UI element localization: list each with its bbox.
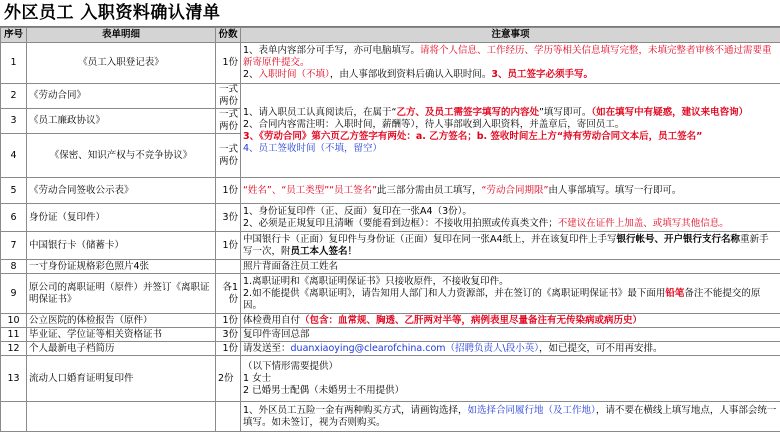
- row-number: 7: [1, 232, 27, 260]
- note-line: [243, 234, 778, 258]
- note-line: [243, 361, 778, 373]
- note-segment: 3、《劳动合同》第六页乙方签字有两处：a. 乙方签名；b. 签收时间左上方“持有劳动合同文本后，员工签名”: [243, 130, 703, 142]
- row-copies: [216, 402, 241, 432]
- row-number: [1, 402, 27, 432]
- row-copies: 1份: [216, 314, 241, 328]
- table-header-row: [1, 28, 780, 43]
- note-segment: 1、请入职员工认真阅读后，在属于“: [243, 106, 397, 118]
- row-number: 6: [1, 204, 27, 232]
- note-segment: 2 已婚男士配偶（未婚男士不用提供）: [243, 384, 405, 396]
- header-copies: 份数: [216, 28, 241, 43]
- table-row: [1, 356, 780, 402]
- note-segment: 1、表单内容部分可手写，亦可电脑填写。: [243, 45, 421, 56]
- note-line: [243, 185, 778, 197]
- row-item: 《劳动合同》: [27, 84, 216, 109]
- note-segment[interactable]: duanxiaoying@clearofchina.com（招聘负责人\段小英）: [290, 342, 539, 354]
- row-item: 《保密、知识产权与不竞争协议》: [27, 134, 216, 178]
- row-copies: 1份: [216, 178, 241, 204]
- row-item: 《员工廉政协议》: [27, 109, 216, 134]
- row-notes: [241, 204, 780, 232]
- note-segment: ，由人事部收到资料后确认入职时间。: [329, 69, 492, 80]
- row-item: 流动人口婚育证明复印件: [27, 356, 216, 402]
- note-line: [243, 218, 778, 230]
- row-item: 毕业证、学位证等相关资格证书: [27, 328, 216, 342]
- note-line: [243, 131, 778, 143]
- note-segment: 此三部分需由员工填写，: [377, 184, 482, 196]
- table-row: [1, 232, 780, 260]
- header-item: 表单明细: [27, 28, 216, 43]
- row-notes: [241, 314, 780, 328]
- row-item: 一寸身份证规格彩色照片4张: [27, 260, 216, 274]
- row-number: 2: [1, 84, 27, 109]
- row-copies: 2份: [216, 356, 241, 402]
- row-copies: 一式两份: [216, 84, 241, 109]
- row-copies: [216, 260, 241, 274]
- note-segment: “姓名”、“员工类型”“员工签名”: [243, 184, 378, 196]
- note-segment: 体检费用自付: [243, 314, 301, 326]
- note-line: [243, 288, 778, 312]
- row-copies: 一式两份: [216, 109, 241, 134]
- row-copies: 一式两份: [216, 134, 241, 178]
- row-notes: [241, 402, 780, 432]
- row-item: [27, 402, 216, 432]
- note-line: [243, 69, 778, 81]
- table-row: [1, 328, 780, 342]
- note-line: [243, 276, 778, 288]
- checklist-table: [0, 27, 780, 432]
- row-copies: 1份: [216, 342, 241, 356]
- note-line: [243, 405, 778, 429]
- row-number: 11: [1, 328, 27, 342]
- note-segment: ，请不要在横线上填写地点，人事部会统一填写。如未签订，视为否则购买。: [243, 404, 777, 428]
- note-segment: 请将个人信息、工作经历、学历等相关信息填写完整，未填完整者审核不通过需要重新寄原件提交。: [243, 45, 772, 68]
- note-segment: 银行帐号、开户银行支行名称: [616, 233, 741, 245]
- row-copies: 1份: [216, 232, 241, 260]
- row-copies: 3份: [216, 204, 241, 232]
- note-segment: 铅笔: [665, 287, 685, 299]
- row-notes: [241, 342, 780, 356]
- row-item: 《员工入职登记表》: [27, 43, 216, 84]
- note-line: [243, 373, 778, 385]
- row-notes: [241, 232, 780, 260]
- table-row: [1, 260, 780, 274]
- row-number: 13: [1, 356, 27, 402]
- table-row: [1, 402, 780, 432]
- note-segment: 入职时间（不填）: [258, 69, 330, 80]
- row-number: 4: [1, 134, 27, 178]
- row-copies: 1份: [216, 43, 241, 84]
- note-line: [243, 45, 778, 69]
- note-line: [243, 206, 778, 218]
- note-segment: （以下情形需要提供）: [243, 360, 339, 372]
- note-segment: 请发送至：: [243, 342, 291, 354]
- row-notes: [241, 84, 780, 178]
- row-number: 3: [1, 109, 27, 134]
- row-notes: [241, 43, 780, 84]
- note-segment: 1.离职证明和《离职证明保证书》只接收原件，不接收复印件。: [243, 275, 509, 287]
- row-number: 8: [1, 260, 27, 274]
- note-segment: （如在填写中有疑惑，建议来电咨询）: [591, 106, 749, 118]
- note-line: [243, 119, 778, 131]
- row-notes: [241, 356, 780, 402]
- row-item: 中国银行卡（储蓄卡）: [27, 232, 216, 260]
- note-segment: （包含：血常规、胸透、乙肝两对半等，病例表里尽量备注有无传染病或病历史）: [300, 314, 643, 326]
- note-segment: 2、必须是正規复印且清晰（要能看到边框）：不接收用拍照或传真类文件；: [243, 217, 558, 229]
- table-row: [1, 178, 780, 204]
- note-segment: 重新手写一次，附: [243, 233, 769, 257]
- note-segment: 员工本人签名！: [290, 245, 358, 257]
- note-line: [243, 315, 778, 327]
- note-segment: 2、合同内容需注明：入职时间，薪酬等），待人事部收到入职资料，并盖章后，寄回员工。: [243, 118, 625, 130]
- table-row: [1, 43, 780, 84]
- note-segment: 照片背面备注员工姓名: [243, 260, 339, 272]
- row-item: 原公司的离职证明（原件）并签订《离职证明保证书》: [27, 274, 216, 314]
- note-line: [243, 329, 778, 341]
- note-segment: 备注不能提交的原因。: [243, 287, 761, 311]
- page-title: 外区员工 入职资料确认清单: [0, 0, 780, 27]
- note-line: [243, 107, 778, 119]
- row-copies: 3份: [216, 328, 241, 342]
- table-row: [1, 84, 780, 109]
- row-number: 9: [1, 274, 27, 314]
- note-segment: 3、员工签字必须手写。: [491, 69, 593, 80]
- table-row: [1, 314, 780, 328]
- note-segment: 乙方、及员工需签字填写的内容处: [396, 106, 539, 118]
- row-number: 12: [1, 342, 27, 356]
- row-number: 5: [1, 178, 27, 204]
- row-item: 《劳动合同签收公示表》: [27, 178, 216, 204]
- note-segment: 4、员工签收时间（不填，留空）: [243, 142, 383, 154]
- note-segment: 如选择合同履行地（及工作地）: [467, 404, 596, 416]
- header-notes: 注意事项: [241, 28, 780, 43]
- table-row: [1, 342, 780, 356]
- note-segment: “劳动合同期限”: [481, 184, 549, 196]
- row-number: 10: [1, 314, 27, 328]
- row-notes: [241, 274, 780, 314]
- note-segment: 复印件寄回总部: [243, 328, 310, 340]
- row-item: 身份证（复印件）: [27, 204, 216, 232]
- note-segment: ，如已提交，可不用再安排。: [539, 342, 663, 354]
- row-notes: [241, 178, 780, 204]
- row-item: 个人最新电子档简历: [27, 342, 216, 356]
- note-line: [243, 261, 778, 273]
- header-no: 序号: [1, 28, 27, 43]
- note-segment: 不建议在证件上加盖、或填写其他信息。: [557, 217, 729, 229]
- note-segment: 由人事部填写。填写一行即可。: [548, 184, 682, 196]
- note-segment: 1、外区员工五险一金有两种购买方式，请画钩选择，: [243, 404, 468, 416]
- row-notes: [241, 260, 780, 274]
- row-notes: [241, 328, 780, 342]
- note-segment: 1、身份证复印件（正、反面）复印在一张A4（3份）。: [243, 205, 472, 217]
- table-row: [1, 204, 780, 232]
- note-line: [243, 143, 778, 155]
- row-item: 公立医院的体检报告（原件）: [27, 314, 216, 328]
- note-segment: 中国银行卡（正面）复印件与身份证（正面）复印在同一张A4纸上，并在该复印件上手写: [243, 233, 617, 245]
- table-row: [1, 274, 780, 314]
- note-segment: 1 女士: [243, 372, 272, 384]
- row-copies: 各1份: [216, 274, 241, 314]
- row-number: 1: [1, 43, 27, 84]
- note-segment: 2、: [243, 69, 259, 80]
- note-line: [243, 343, 778, 355]
- note-segment: ”填写即可。: [538, 106, 592, 118]
- note-segment: 2.如不能提供《离职证明》，请告知用人部门和人力资源部，并在签订的《离职证明保证书》最下面用: [243, 287, 666, 299]
- note-line: [243, 385, 778, 397]
